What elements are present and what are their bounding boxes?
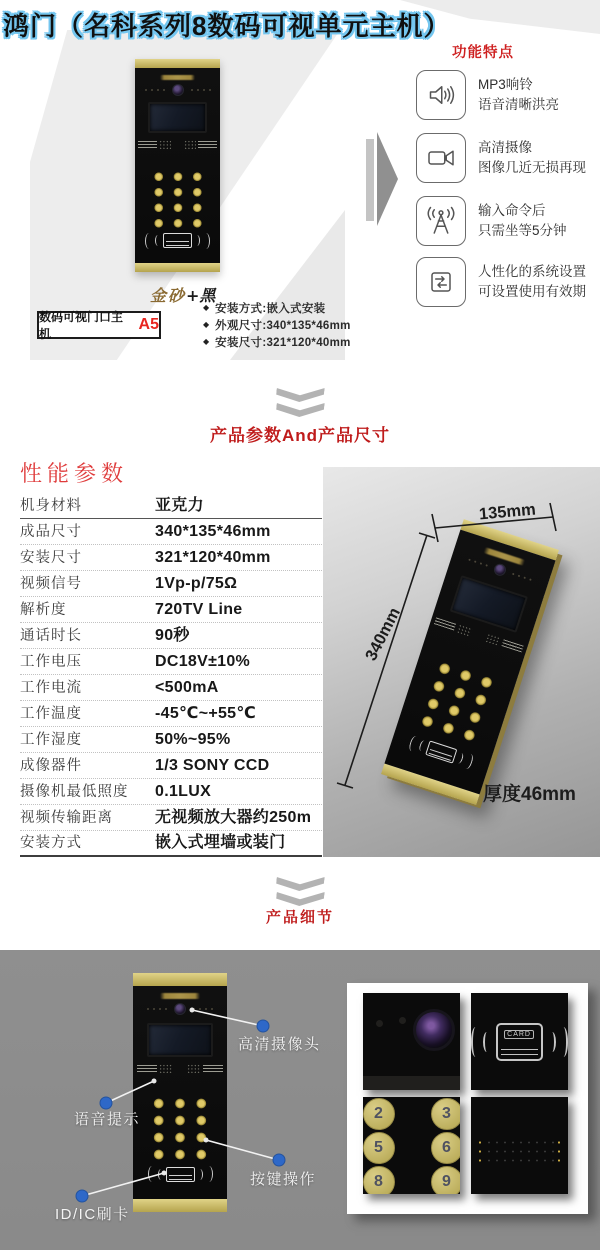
section-divider-label: 产品细节 <box>265 909 334 926</box>
variant-label: 金砂+黑 <box>150 286 216 305</box>
detail-section <box>0 950 600 1250</box>
system-icon <box>416 257 466 307</box>
features-heading: 功能特点 <box>452 45 514 61</box>
spec-row: 机身材料 亚克力 <box>20 493 322 519</box>
spec-row: 视频信号 1Vp-p/75Ω <box>20 571 322 597</box>
keypad-key: 2 <box>363 1098 395 1130</box>
diamond-icon: ◆ <box>203 320 210 329</box>
product-image-main <box>135 59 220 272</box>
detail-photo-card-reader <box>471 993 568 1090</box>
camera-led-row <box>139 84 216 96</box>
callout-card-label: ID/IC刷卡 <box>55 1206 130 1223</box>
callout-keypad-label: 按键操作 <box>250 1171 317 1188</box>
feature-item: 高清摄像 图像几近无损再现 <box>416 133 586 183</box>
diamond-icon: ◆ <box>203 303 210 312</box>
spec-row: 摄像机最低照度 0.1LUX <box>20 779 322 805</box>
gold-dot-column <box>556 1138 562 1165</box>
arrow-bar-decoration <box>366 139 374 221</box>
chevron-down-icon <box>275 892 324 906</box>
model-code: A5 <box>138 316 159 333</box>
feature-item: MP3响铃 语音清晰洪亮 <box>416 70 559 120</box>
gold-dot-column <box>477 1138 483 1165</box>
speaker-icon <box>416 70 466 120</box>
camera-lens-icon <box>413 1009 455 1051</box>
model-name: 数码可视门口主机 <box>39 310 124 341</box>
camera-icon <box>416 133 466 183</box>
diamond-icon: ◆ <box>203 337 210 346</box>
detail-photo-speaker-holes <box>471 1097 568 1194</box>
keypad-key: 5 <box>363 1132 395 1164</box>
spec-row: 工作电压 DC18V±10% <box>20 649 322 675</box>
feature-item: 人性化的系统设置 可设置使用有效期 <box>416 257 586 307</box>
speaker-grille <box>138 139 216 149</box>
callout-camera-label: 高清摄像头 <box>238 1036 321 1053</box>
spec-row: 成品尺寸 340*135*46mm <box>20 519 322 545</box>
display-screen <box>148 102 208 133</box>
height-dimension-label: 340mm <box>362 604 404 664</box>
spec-row: 工作湿度 50%~95% <box>20 727 322 753</box>
gold-strip-top <box>135 59 220 68</box>
bullet-item: ◆ 安装尺寸:321*120*40mm <box>203 336 351 349</box>
spec-row: 工作温度 -45℃~+55℃ <box>20 701 322 727</box>
keypad-key: 9 <box>431 1166 461 1195</box>
keypad-key: 6 <box>431 1132 461 1164</box>
detail-photo-grid <box>347 983 588 1214</box>
card-reader-zone <box>144 232 212 250</box>
speaker-holes <box>485 1138 555 1165</box>
keypad-key: 8 <box>363 1166 395 1195</box>
spec-row: 通话时长 90秒 <box>20 623 322 649</box>
bullet-item: ◆ 安装方式:嵌入式安装 <box>203 302 326 315</box>
section-divider-label: 产品参数And产品尺寸 <box>209 426 391 445</box>
model-box <box>37 311 161 339</box>
depth-dimension-label: 厚度46mm <box>483 784 576 805</box>
page-title: 鸿门（名科系列8数码可视单元主机） <box>3 11 451 41</box>
detail-photo-camera <box>363 993 460 1090</box>
bullet-item: ◆ 外观尺寸:340*135*46mm <box>203 319 351 332</box>
specs-heading: 性能参数 <box>20 461 129 486</box>
spec-table <box>20 493 322 857</box>
card-swipe-icon: CARD <box>471 993 568 1090</box>
dimension-panel <box>323 467 600 857</box>
spec-row: 安装方式 嵌入式埋墙或装门 <box>20 831 322 857</box>
keypad-keys <box>363 1097 460 1194</box>
gold-strip-bottom <box>135 263 220 272</box>
spec-row: 工作电流 <500mA <box>20 675 322 701</box>
install-bullets <box>203 299 351 350</box>
width-dimension-label: 135mm <box>478 500 537 524</box>
keypad-key: 3 <box>431 1098 461 1130</box>
feature-item: 输入命令后 只需坐等5分钟 <box>416 196 567 246</box>
keypad <box>149 169 207 231</box>
chevron-down-icon <box>275 388 324 402</box>
chevron-down-icon <box>275 403 324 417</box>
card-icon <box>163 233 192 248</box>
spec-row: 解析度 720TV Line <box>20 597 322 623</box>
chevron-down-icon <box>275 877 324 891</box>
brand-logo <box>160 75 196 80</box>
spec-row: 成像器件 1/3 SONY CCD <box>20 753 322 779</box>
spec-row: 视频传输距离 无视频放大器约250m <box>20 805 322 831</box>
antenna-icon <box>416 196 466 246</box>
callout-voice-label: 语音提示 <box>74 1111 141 1128</box>
arrow-triangle-decoration <box>377 132 398 226</box>
camera-lens-icon <box>172 84 184 96</box>
spec-row: 安装尺寸 321*120*40mm <box>20 545 322 571</box>
detail-photo-keypad <box>363 1097 460 1194</box>
